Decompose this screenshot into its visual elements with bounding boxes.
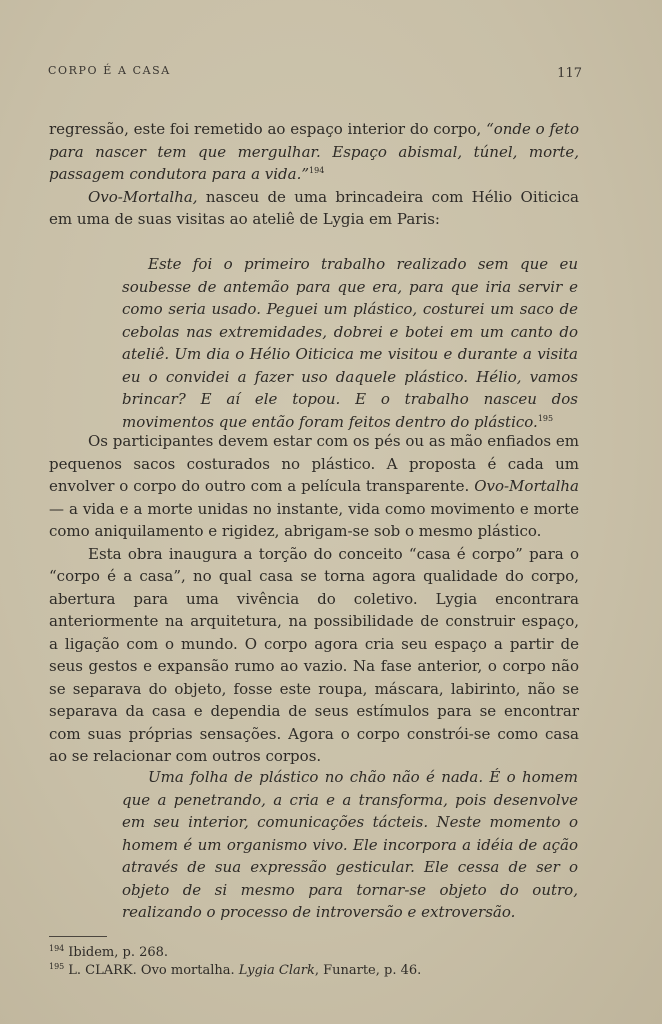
paragraph-2: Ovo-Mortalha, nasceu de uma brincadeira com Hélio Oiticica em uma de suas visitas ao ateliê de Lygia em Paris:	[49, 187, 579, 228]
block-quote-2: Uma folha de plástico no chão não é nada. É o homem que a penetrando, a cria e a transforma, pois desenvolve em seu interior, comunicações tácteis. Neste momento o homem é um organismo vivo. Ele incorpora a idéia de ação através de sua expressão gesticular. Ele cessa de ser o objeto de si mesmo para tornar-se objeto do outro, realizando o processo de introversão e extroversão.	[122, 768, 578, 921]
body-text-top	[49, 118, 579, 231]
footnote-divider	[49, 936, 107, 937]
block-quote-1: Este foi o primeiro trabalho realizado sem que eu soubesse de antemão para que era, para que iria servir e como seria usado. Peguei um plástico, costurei um saco de cebolas nas extremidades, dobrei e botei em um canto do ateliê. Um dia o Hélio Oiticica me visitou e durante a visita eu o convidei a fazer uso daquele plástico. Hélio, vamos brincar? E aí ele topou. E o trabalho nasceu dos movimentos que então foram feitos dentro do plástico.$^{195}$	[122, 255, 578, 431]
footnote-194: $^{194}$ Ibidem, p. 268.	[49, 943, 169, 960]
work-title: Ovo-Mortalha,	[88, 187, 198, 206]
footnote-ref-194: 194	[309, 166, 325, 175]
paragraph-4: Esta obra inaugura a torção do conceito “casa é corpo” para o “corpo é a casa”, no qual casa se torna agora qualidade do corpo, abertura para uma vivência do coletivo. Lygia encontrara anteriormente na arquitetura, na possibilidade de construir espaço, a ligação com o mundo. O corpo agora cria seu espaço a partir de seus gestos e expansão rumo ao vazio. Na fase anterior, o corpo não se separava do objeto, fosse este roupa, máscara, labirinto, não se separava da casa e dependia de seus estímulos para se encontrar com suas próprias sensações. Agora o corpo constrói-se como casa ao se relacionar com outros corpos.	[49, 544, 579, 765]
paragraph-1: regressão, este foi remetido ao espaço interior do corpo, “onde o feto para nascer tem que mergulhar. Espaço abismal, túnel, morte, passagem condutora para a vida.”$^{194}$	[49, 120, 579, 183]
paragraph-3: Os participantes devem estar com os pés ou as mão enfiados em pequenos sacos costurados no plástico. A proposta é cada um envolver o corpo do outro com a película transparente. Ovo-Mortalha — a vida e a morte unidas no instante, vida como movimento e morte como aniquilamento e rigidez, abrigam-se sob o mesmo plástico.	[49, 432, 579, 540]
footnote-ref-195: 195	[537, 413, 554, 423]
body-text-middle	[49, 430, 579, 768]
page-number: 117	[557, 66, 582, 81]
footnote-195: $^{195}$ L. CLARK. Ovo mortalha. Lygia Clark, Funarte, p. 46.	[49, 961, 422, 978]
footnotes	[49, 944, 589, 980]
quoted-passage: “onde o feto para nascer tem que mergulhar. Espaço abismal, túnel, morte, passagem condutora para a vida.”	[49, 120, 579, 183]
running-head: CORPO É A CASA	[48, 64, 171, 77]
work-title: Ovo-Mortalha	[474, 477, 579, 495]
